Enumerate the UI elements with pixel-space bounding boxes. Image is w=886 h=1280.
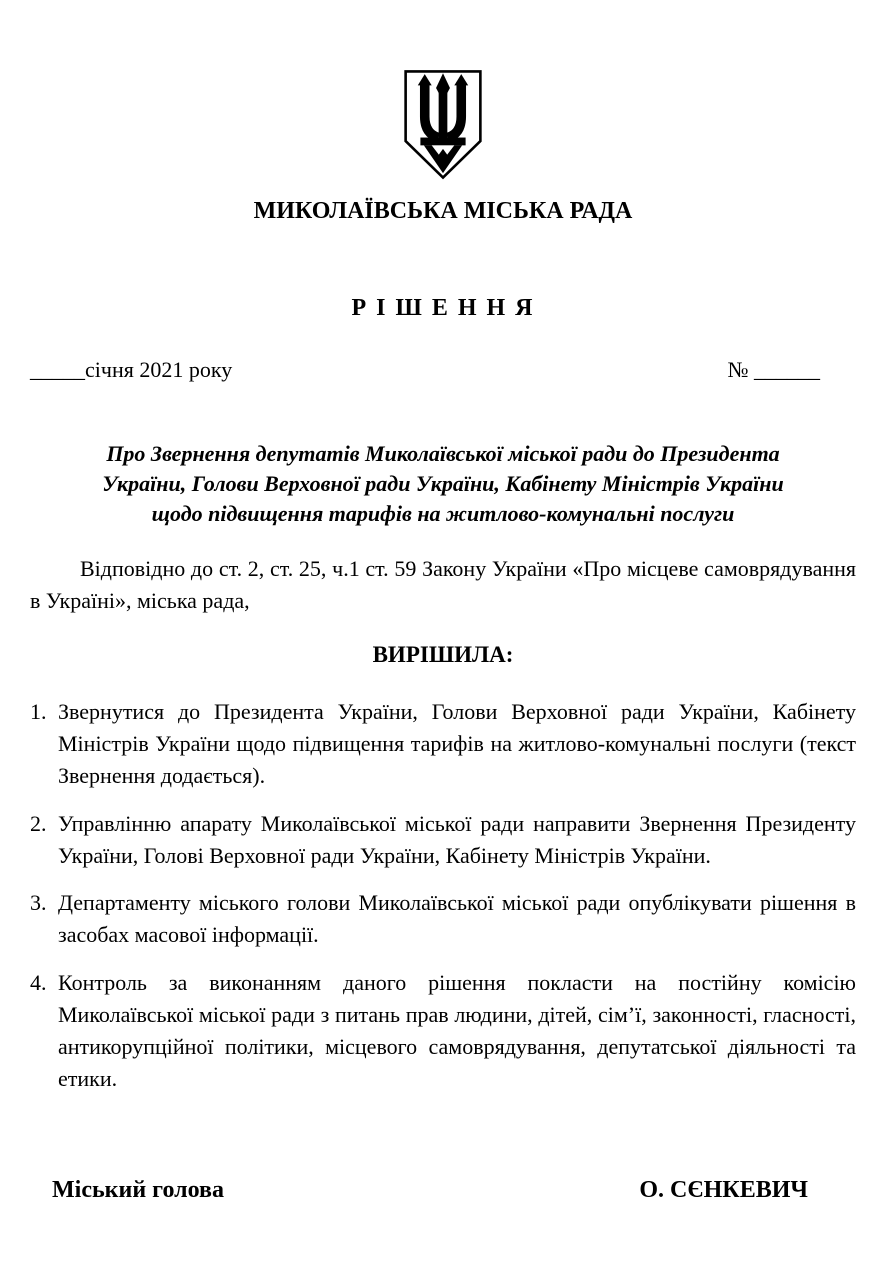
item-text: Звернутися до Президента України, Голови Верховної ради України, Кабінету Міністрів України щодо підвищення тарифів на житлово-комунальні послуги (текст Звернення додається). <box>58 699 856 788</box>
document-type-heading: Р І Ш Е Н Н Я <box>351 294 535 321</box>
emblem-container <box>399 68 487 181</box>
title-line: України, Голови Верховної ради України, Кабінету Міністрів України <box>102 470 784 496</box>
signature-position: Міський голова <box>52 1177 224 1203</box>
number-line: № ______ <box>727 357 820 383</box>
organization-name-heading: МИКОЛАЇВСЬКА МІСЬКА РАДА <box>253 198 633 224</box>
item-number: 2. <box>30 810 47 836</box>
item-number: 1. <box>30 699 47 725</box>
document-title <box>30 439 856 530</box>
list-item <box>30 696 856 792</box>
item-text: Департаменту міського голови Миколаївської міської ради опублікувати рішення в засобах масової інформації. <box>58 890 856 948</box>
list-item <box>30 967 856 1095</box>
item-number: 3. <box>30 890 47 916</box>
title-line: Про Звернення депутатів Миколаївської міської ради до Президента <box>106 440 780 466</box>
list-item <box>30 887 856 951</box>
signature-name: О. СЄНКЕВИЧ <box>639 1177 808 1203</box>
item-number: 4. <box>30 970 47 996</box>
ukraine-trident-emblem-icon <box>399 68 487 181</box>
resolution-items <box>30 696 856 1095</box>
signature-row <box>30 1176 856 1205</box>
item-text: Управлінню апарату Миколаївської міської ради направити Звернення Президенту України, Голові Верховної ради України, Кабінету Міністрів України. <box>58 810 856 868</box>
list-item <box>30 808 856 872</box>
title-line: щодо підвищення тарифів на житлово-комунальні послуги <box>151 501 735 527</box>
date-line: _____січня 2021 року <box>30 357 233 383</box>
item-text: Контроль за виконанням даного рішення покласти на постійну комісію Миколаївської міської ради з питань прав людини, дітей, сім’ї, законності, гласності, антикорупційної політики, місцевого самоврядування, депутатської діяльності та етики. <box>58 970 856 1091</box>
intro-paragraph: Відповідно до ст. 2, ст. 25, ч.1 ст. 59 Закону України «Про місцеве самоврядування в Україні», міська рада, <box>30 555 856 613</box>
resolved-heading: ВИРІШИЛА: <box>372 642 514 668</box>
date-number-row <box>30 357 856 383</box>
